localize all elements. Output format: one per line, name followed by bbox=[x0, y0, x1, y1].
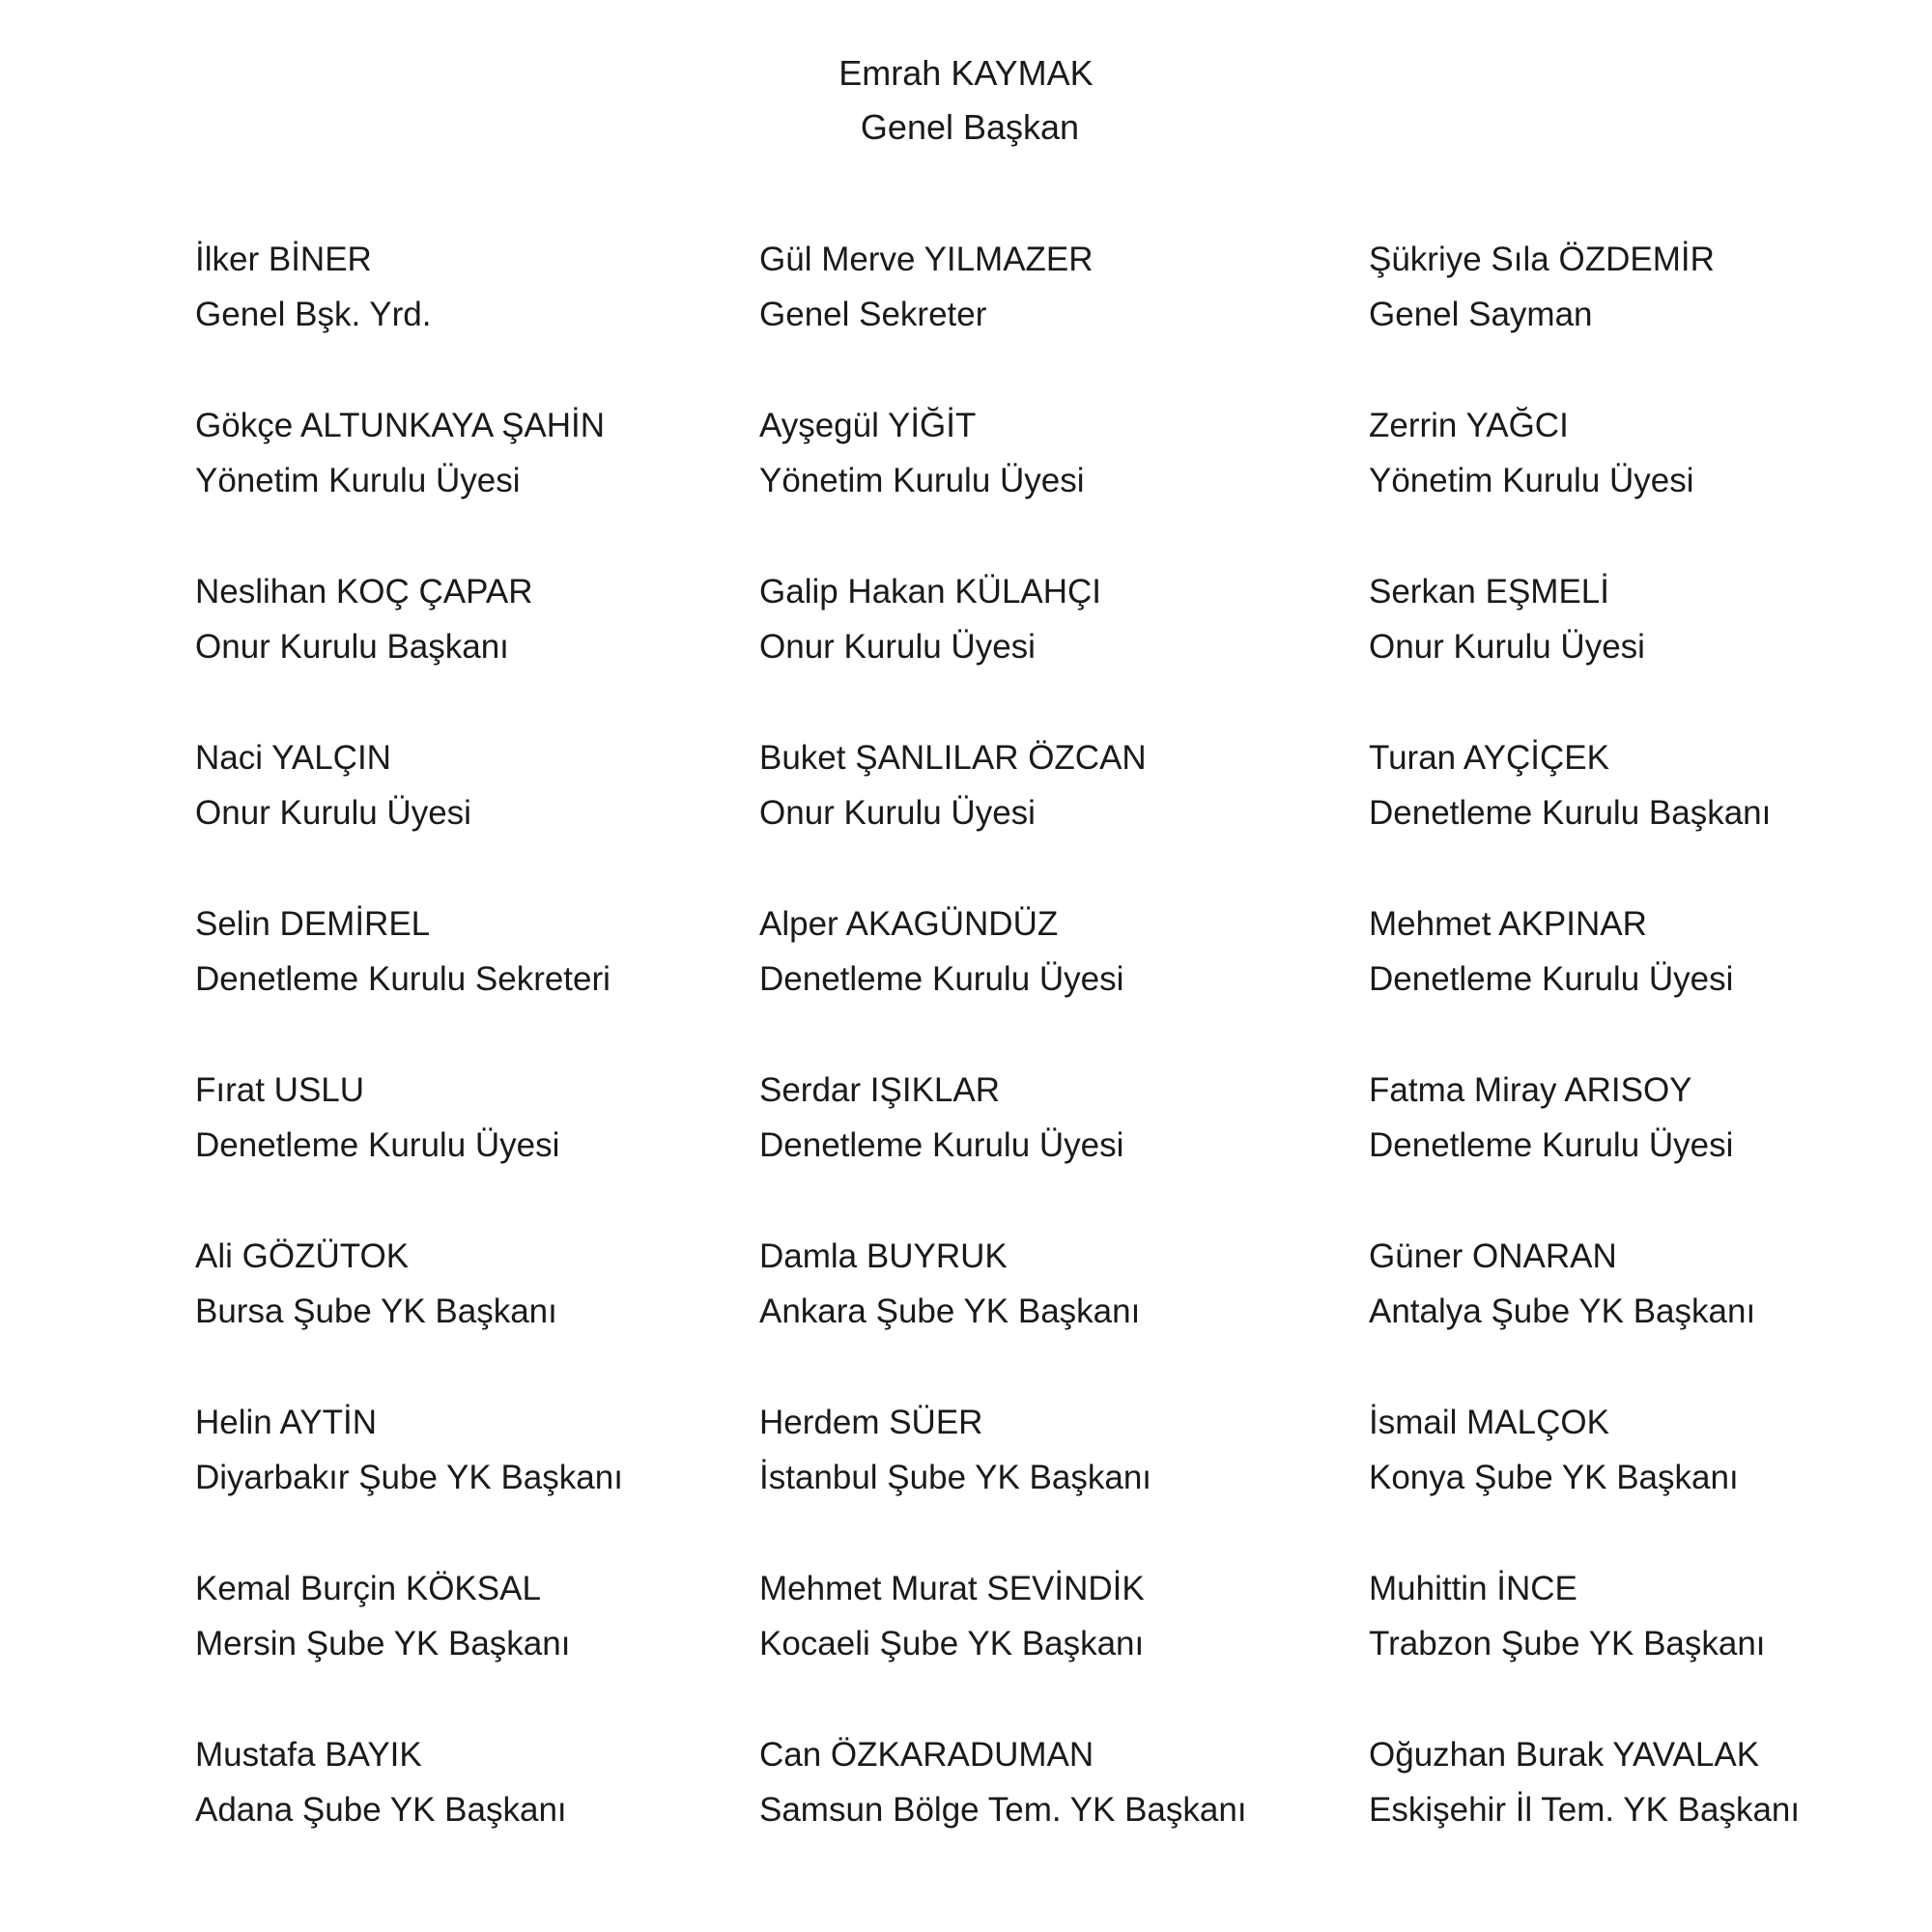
member-title: Denetleme Kurulu Sekreteri bbox=[195, 960, 611, 998]
member-title: Genel Sayman bbox=[1369, 296, 1593, 333]
member-entry bbox=[1369, 1561, 1924, 1727]
member-name: Muhittin İNCE bbox=[1369, 1570, 1577, 1607]
member-name: Galip Hakan KÜLAHÇI bbox=[759, 573, 1102, 611]
member-name: Şükriye Sıla ÖZDEMİR bbox=[1369, 241, 1715, 278]
member-title: Eskişehir İl Tem. YK Başkanı bbox=[1369, 1791, 1801, 1829]
member-name: Turan AYÇİÇEK bbox=[1369, 739, 1609, 777]
member-title: Diyarbakır Şube YK Başkanı bbox=[195, 1459, 623, 1496]
member-name: Fırat USLU bbox=[195, 1071, 365, 1109]
member-name: Mehmet AKPINAR bbox=[1369, 905, 1647, 943]
member-entry bbox=[195, 730, 759, 896]
member-title: Onur Kurulu Üyesi bbox=[1369, 628, 1645, 666]
member-name: Kemal Burçin KÖKSAL bbox=[195, 1570, 541, 1607]
member-name: Mustafa BAYIK bbox=[195, 1736, 422, 1774]
member-entry bbox=[1369, 1395, 1924, 1561]
member-name: Neslihan KOÇ ÇAPAR bbox=[195, 573, 533, 611]
member-title: Bursa Şube YK Başkanı bbox=[195, 1293, 557, 1330]
member-title: Antalya Şube YK Başkanı bbox=[1369, 1293, 1756, 1330]
member-entry bbox=[1369, 398, 1924, 564]
member-title: Konya Şube YK Başkanı bbox=[1369, 1459, 1739, 1496]
member-entry bbox=[195, 1395, 759, 1561]
member-title: Ankara Şube YK Başkanı bbox=[759, 1293, 1141, 1330]
member-name: Naci YALÇIN bbox=[195, 739, 391, 777]
member-entry bbox=[195, 1229, 759, 1395]
member-title: Yönetim Kurulu Üyesi bbox=[195, 462, 521, 499]
member-entry bbox=[759, 564, 1369, 730]
member-name: Buket ŞANLILAR ÖZCAN bbox=[759, 739, 1147, 777]
member-entry bbox=[195, 564, 759, 730]
members-grid bbox=[195, 232, 1924, 1893]
member-title: Onur Kurulu Üyesi bbox=[759, 628, 1036, 666]
member-entry bbox=[759, 1063, 1369, 1229]
member-title: Trabzon Şube YK Başkanı bbox=[1369, 1625, 1766, 1662]
member-title: Denetleme Kurulu Üyesi bbox=[759, 960, 1124, 998]
member-name: Mehmet Murat SEVİNDİK bbox=[759, 1570, 1145, 1607]
member-entry bbox=[1369, 564, 1924, 730]
member-title: Onur Kurulu Üyesi bbox=[759, 794, 1036, 832]
chairman-name: Emrah KAYMAK bbox=[838, 53, 1094, 93]
member-name: Fatma Miray ARISOY bbox=[1369, 1071, 1692, 1109]
chairman-header bbox=[0, 46, 1932, 155]
member-entry bbox=[195, 398, 759, 564]
member-title: Mersin Şube YK Başkanı bbox=[195, 1625, 571, 1662]
member-title: Samsun Bölge Tem. YK Başkanı bbox=[759, 1791, 1247, 1829]
member-name: Alper AKAGÜNDÜZ bbox=[759, 905, 1059, 943]
member-title: İstanbul Şube YK Başkanı bbox=[759, 1459, 1152, 1496]
member-name: Zerrin YAĞCI bbox=[1369, 407, 1569, 444]
member-name: Serkan EŞMELİ bbox=[1369, 573, 1609, 611]
member-name: İsmail MALÇOK bbox=[1369, 1404, 1609, 1441]
member-entry bbox=[195, 1063, 759, 1229]
member-entry bbox=[759, 398, 1369, 564]
member-entry bbox=[1369, 896, 1924, 1063]
member-entry bbox=[195, 896, 759, 1063]
member-name: Oğuzhan Burak YAVALAK bbox=[1369, 1736, 1760, 1774]
member-title: Denetleme Kurulu Üyesi bbox=[195, 1126, 560, 1164]
member-name: Gökçe ALTUNKAYA ŞAHİN bbox=[195, 407, 606, 444]
member-title: Adana Şube YK Başkanı bbox=[195, 1791, 567, 1829]
member-title: Onur Kurulu Üyesi bbox=[195, 794, 471, 832]
member-title: Genel Bşk. Yrd. bbox=[195, 296, 432, 333]
member-title: Yönetim Kurulu Üyesi bbox=[1369, 462, 1694, 499]
member-title: Denetleme Kurulu Üyesi bbox=[1369, 1126, 1734, 1164]
member-entry bbox=[1369, 1727, 1924, 1893]
member-entry bbox=[759, 896, 1369, 1063]
member-name: Ayşegül YİĞİT bbox=[759, 407, 977, 444]
member-name: Selin DEMİREL bbox=[195, 905, 431, 943]
member-name: Herdem SÜER bbox=[759, 1404, 983, 1441]
member-entry bbox=[195, 1727, 759, 1893]
member-entry bbox=[759, 1561, 1369, 1727]
member-title: Denetleme Kurulu Üyesi bbox=[1369, 960, 1734, 998]
member-title: Genel Sekreter bbox=[759, 296, 987, 333]
member-entry bbox=[759, 730, 1369, 896]
member-name: Can ÖZKARADUMAN bbox=[759, 1736, 1094, 1774]
chairman-title: Genel Başkan bbox=[860, 107, 1080, 147]
member-name: Gül Merve YILMAZER bbox=[759, 241, 1094, 278]
member-entry bbox=[195, 1561, 759, 1727]
member-name: Serdar IŞIKLAR bbox=[759, 1071, 1000, 1109]
member-entry bbox=[759, 1727, 1369, 1893]
member-name: İlker BİNER bbox=[195, 241, 372, 278]
member-entry bbox=[1369, 1063, 1924, 1229]
member-name: Ali GÖZÜTOK bbox=[195, 1237, 410, 1275]
member-entry bbox=[759, 1395, 1369, 1561]
member-title: Onur Kurulu Başkanı bbox=[195, 628, 509, 666]
member-name: Helin AYTİN bbox=[195, 1404, 378, 1441]
member-title: Denetleme Kurulu Üyesi bbox=[759, 1126, 1124, 1164]
member-entry bbox=[759, 1229, 1369, 1395]
member-entry bbox=[1369, 1229, 1924, 1395]
member-name: Damla BUYRUK bbox=[759, 1237, 1008, 1275]
member-entry bbox=[1369, 232, 1924, 398]
member-title: Yönetim Kurulu Üyesi bbox=[759, 462, 1085, 499]
member-title: Kocaeli Şube YK Başkanı bbox=[759, 1625, 1145, 1662]
member-entry bbox=[195, 232, 759, 398]
member-title: Denetleme Kurulu Başkanı bbox=[1369, 794, 1772, 832]
member-name: Güner ONARAN bbox=[1369, 1237, 1617, 1275]
member-entry bbox=[1369, 730, 1924, 896]
member-entry bbox=[759, 232, 1369, 398]
